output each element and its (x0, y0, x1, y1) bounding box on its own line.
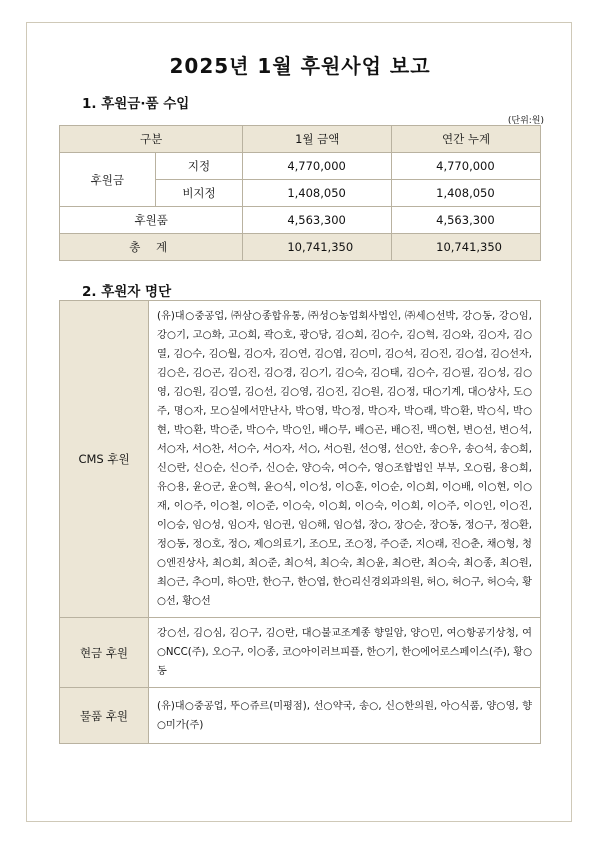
donor-row-cash (60, 618, 541, 688)
header-month-amount: 1월 금액 (243, 126, 392, 153)
cell-total-annual: 10,741,350 (392, 234, 541, 261)
donor-row-goods (60, 688, 541, 744)
donor-names-cash: 강○선, 김○심, 김○구, 김○란, 대○불교조계종 향일암, 양○민, 여○항공기상청, 여○NCC(주), 오○구, 이○종, 코○아이러브피플, 한○기, 한○에어로스페이스(주), 황○동 (149, 618, 541, 688)
donor-table (59, 300, 541, 744)
donor-category-cash: 현금 후원 (60, 618, 149, 688)
row-label-cash: 후원금 (60, 153, 156, 207)
cell-designated-month: 4,770,000 (243, 153, 392, 180)
donor-category-goods: 물품 후원 (60, 688, 149, 744)
row-label-goods: 후원품 (60, 207, 243, 234)
donor-row-cms (60, 301, 541, 618)
income-table (59, 125, 541, 261)
section-income-heading: 1. 후원금·품 수입 (82, 96, 190, 112)
cell-total-month: 10,741,350 (243, 234, 392, 261)
cell-undesignated-month: 1,408,050 (243, 180, 392, 207)
unit-label: (단위:원) (507, 116, 544, 126)
table-row (60, 153, 541, 180)
donor-names-cms: (유)대○중공업, ㈜삼○종합유통, ㈜성○농업회사법인, ㈜세○선박, 강○동, 강○임, 강○기, 고○화, 고○희, 곽○호, 광○당, 김○희, 김○수, 김○혁, 김○와, 김○자, 김○열, 김○수, 김○월, 김○자, 김○연, 김○엽, 김○미, 김○석, 김○진, 김○섭, 김○선자, 김○은, 김○곤, 김○진, 김○경, 김○기, 김○숙, 김○태, 김○수, 김○필, 김○성, 김○영, 김○원, 김○열, 김○선, 김○영, 김○진, 김○원, 김○정, 대○기계, 대○상사, 도○주, 명○자, 모○실에서만난사, 박○영, 박○정, 박○자, 박○래, 박○환, 박○식, 박○현, 박○환, 박○준, 박○수, 박○인, 배○무, 배○곤, 배○진, 백○현, 변○선, 변○석, 서○자, 서○찬, 서○수, 서○자, 서○, 서○원, 선○영, 선○안, 송○우, 송○석, 송○희, 신○란, 신○순, 신○주, 신○순, 양○숙, 여○수, 영○조합법인 부부, 오○림, 용○희, 유○용, 윤○군, 윤○혁, 윤○식, 이○성, 이○훈, 이○순, 이○희, 이○배, 이○현, 이○재, 이○주, 이○철, 이○준, 이○숙, 이○희, 이○숙, 이○희, 이○주, 이○인, 이○진, 이○승, 임○성, 임○자, 임○권, 임○해, 임○섭, 장○, 장○순, 장○동, 정○구, 정○환, 정○동, 정○호, 정○, 제○의료기, 조○모, 조○정, 주○준, 지○래, 진○춘, 채○형, 청○엔진상사, 최○희, 최○준, 최○석, 최○숙, 최○윤, 최○란, 최○숙, 최○종, 최○원, 최○근, 추○미, 하○만, 한○구, 한○엽, 한○리신경외과의원, 허○, 허○구, 허○숙, 황○선, 황○선 (149, 301, 541, 618)
table-row (60, 207, 541, 234)
section-donors-heading: 2. 후원자 명단 (82, 284, 172, 300)
cell-designated-annual: 4,770,000 (392, 153, 541, 180)
cell-goods-month: 4,563,300 (243, 207, 392, 234)
header-annual-total: 연간 누계 (392, 126, 541, 153)
page-title: 2025년 1월 후원사업 보고 (169, 54, 431, 78)
table-total-row (60, 234, 541, 261)
row-label-undesignated: 비지정 (155, 180, 243, 207)
cell-goods-annual: 4,563,300 (392, 207, 541, 234)
table-header-row (60, 126, 541, 153)
row-label-designated: 지정 (155, 153, 243, 180)
donor-names-goods: (유)대○중공업, 뚜○쥬르(미평점), 선○약국, 송○, 신○한의원, 아○식품, 양○영, 향○미가(주) (149, 688, 541, 744)
donor-category-cms: CMS 후원 (60, 301, 149, 618)
row-label-total: 총 계 (60, 234, 243, 261)
cell-undesignated-annual: 1,408,050 (392, 180, 541, 207)
header-category: 구분 (60, 126, 243, 153)
